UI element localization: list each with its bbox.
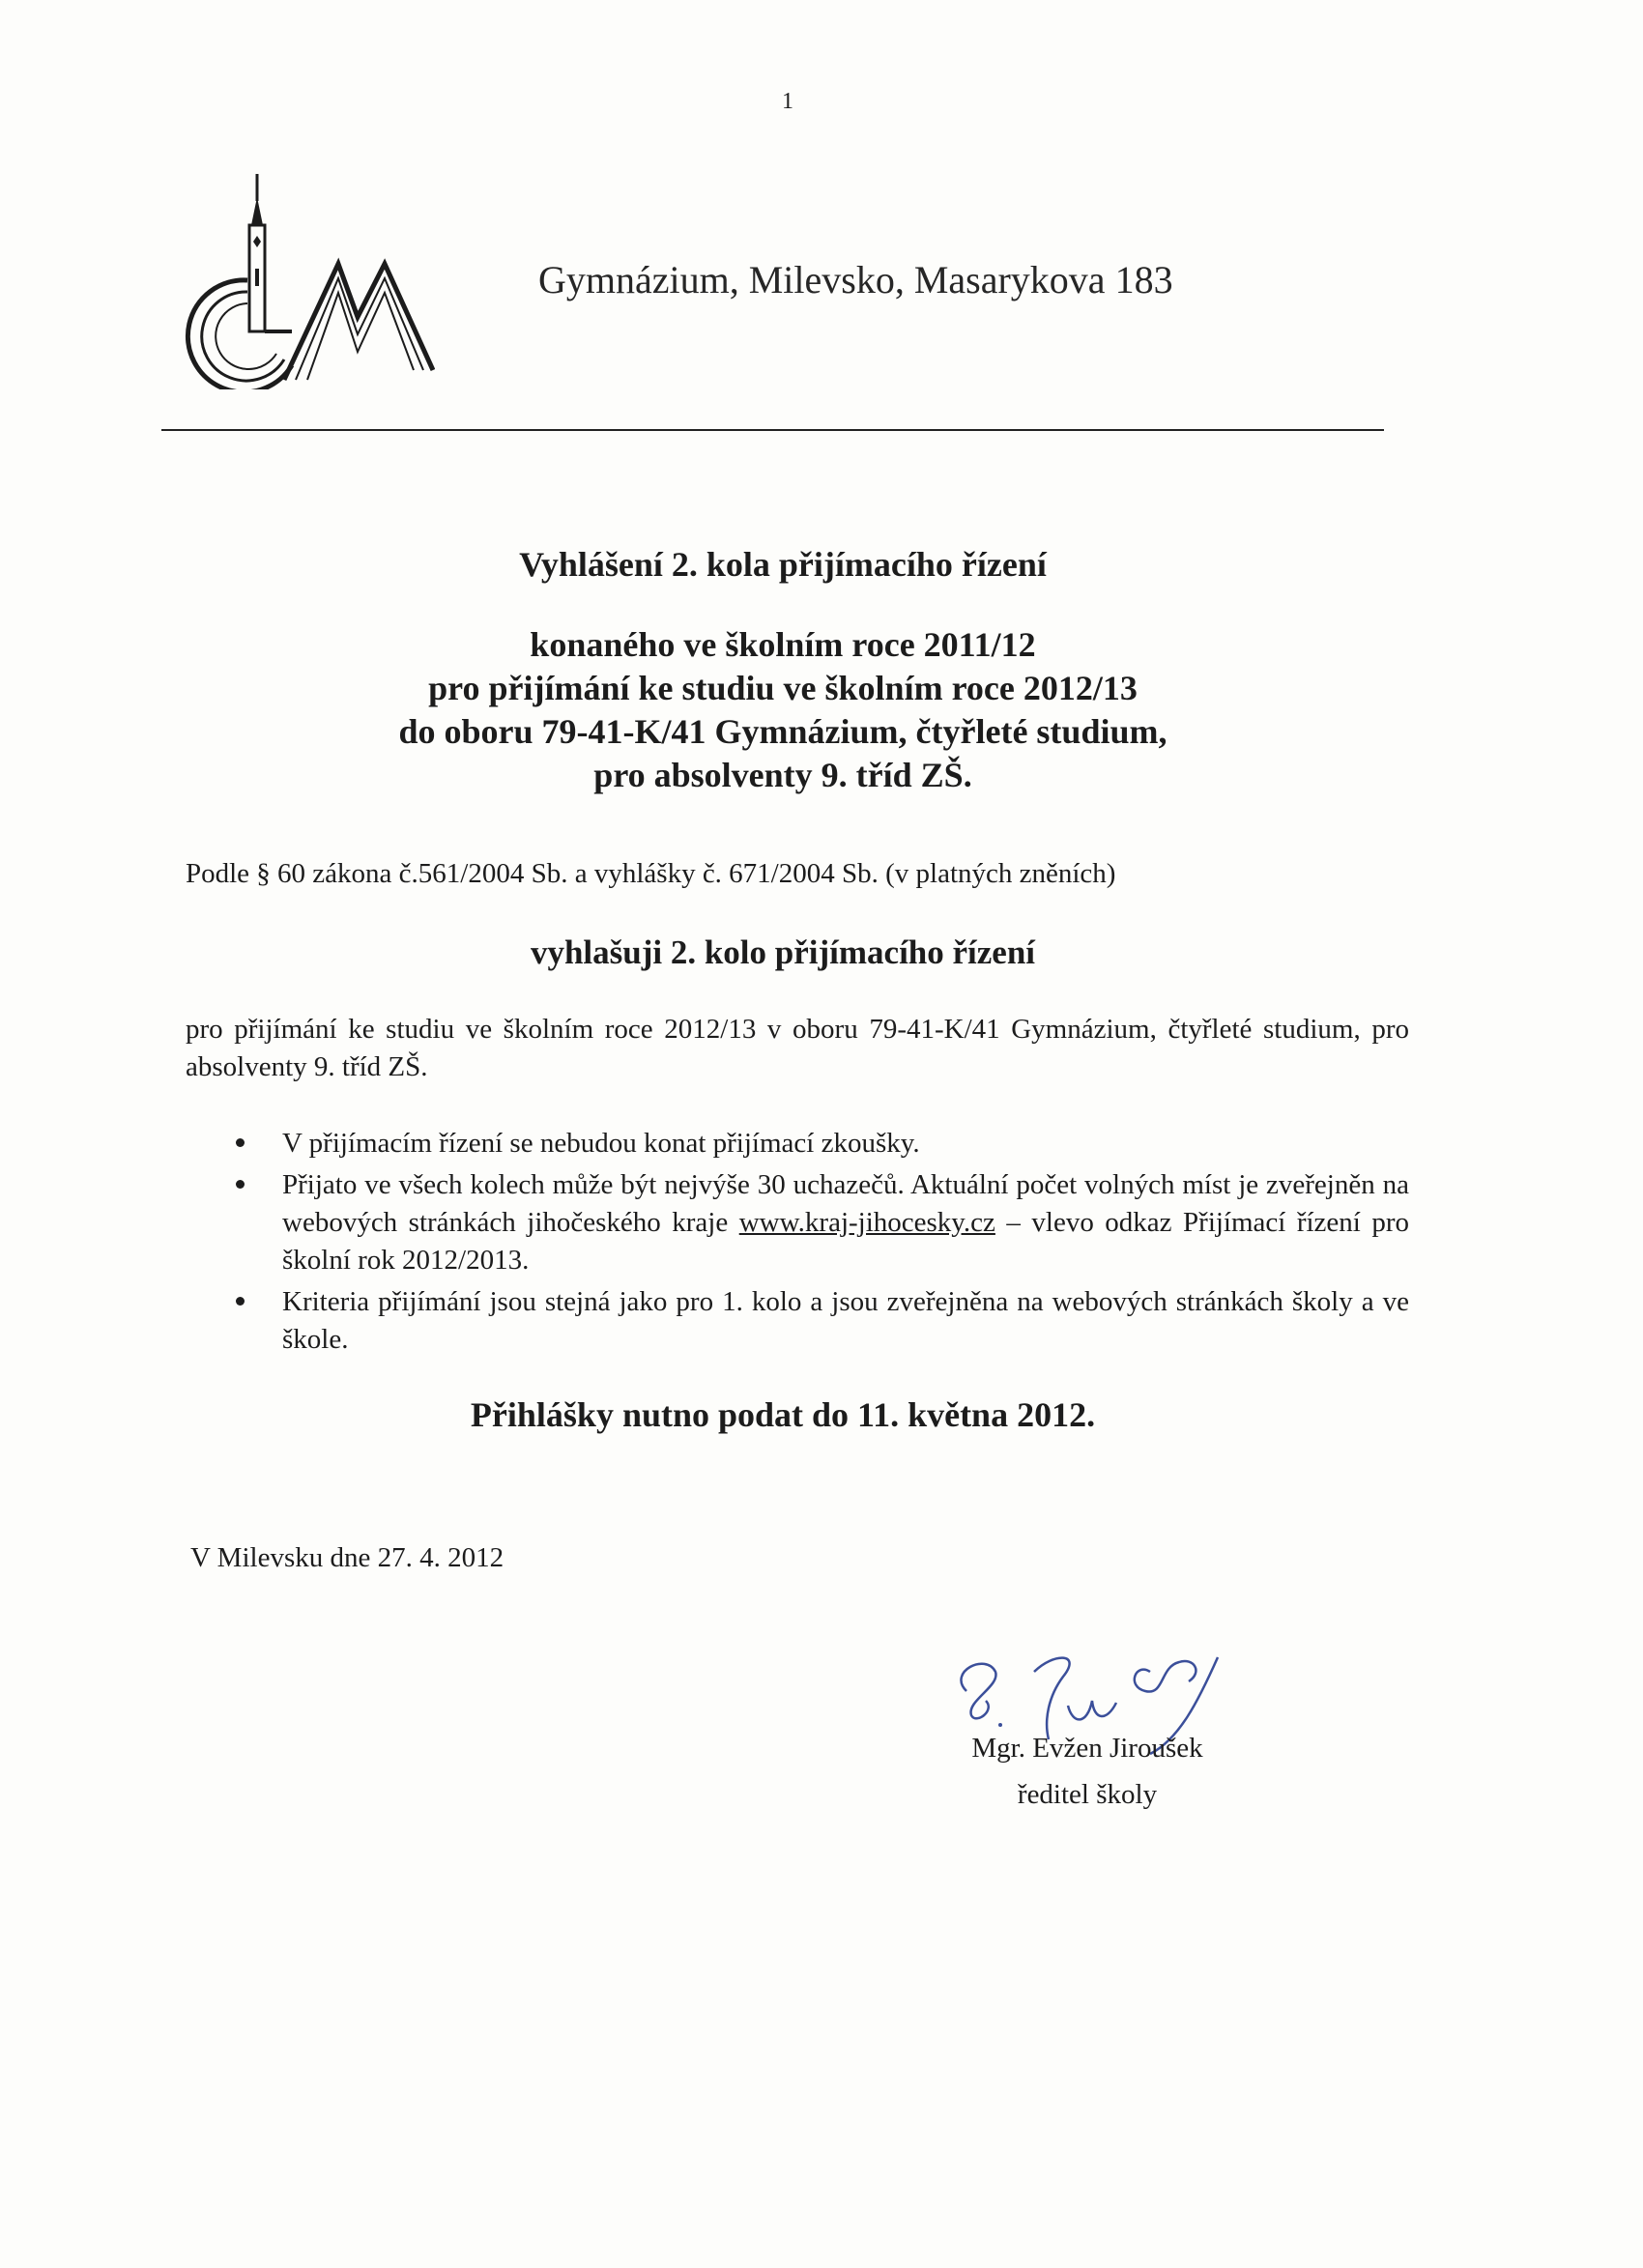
legal-basis: Podle § 60 zákona č.561/2004 Sb. a vyhlášky č. 671/2004 Sb. (v platných zněních)	[186, 858, 1116, 889]
signer-block	[899, 1725, 1276, 1818]
title-line: konaného ve školním roce 2011/12	[530, 625, 1036, 664]
intro-paragraph: pro přijímání ke studiu ve školním roce 2012/13 v oboru 79-41-K/41 Gymnázium, čtyřleté studium, pro absolventy 9. tříd ZŠ.	[186, 1014, 1409, 1082]
declaration-heading: vyhlašuji 2. kolo přijímacího řízení	[530, 933, 1036, 971]
title-line: do oboru 79-41-K/41 Gymnázium, čtyřleté studium,	[398, 712, 1167, 751]
list-item-text: – vlevo odkaz Přijímací řízení pro školní rok 2012/2013.	[282, 1207, 1409, 1276]
bullet-icon	[236, 1180, 245, 1189]
application-deadline: Přihlášky nutno podat do 11. května 2012.	[470, 1395, 1096, 1434]
list-item	[186, 1125, 1409, 1163]
bullet-icon	[236, 1138, 245, 1147]
signer-name: Mgr. Evžen Jiroušek	[971, 1733, 1203, 1764]
conditions-list	[186, 1125, 1409, 1363]
school-name: Gymnázium, Milevsko, Masarykova 183	[538, 258, 1173, 301]
place-and-date: V Milevsku dne 27. 4. 2012	[190, 1542, 504, 1573]
announcement-title	[164, 543, 1401, 797]
list-item-text: V přijímacím řízení se nebudou konat přijímací zkoušky.	[282, 1128, 920, 1159]
header-divider	[161, 429, 1384, 431]
title-line: pro přijímání ke studiu ve školním roce 2012/13	[428, 669, 1138, 707]
bullet-icon	[236, 1297, 245, 1306]
list-item-text: Přijato ve všech kolech může být nejvýše 30 uchazečů. Aktuální počet volných míst je zveřejněn na webových stránkách jihočeského kraje	[282, 1169, 1409, 1238]
signer-role: ředitel školy	[1017, 1779, 1158, 1810]
page-number: 1	[782, 89, 793, 114]
gm-church-logo-icon	[184, 172, 435, 389]
list-item	[186, 1166, 1409, 1279]
list-item	[186, 1283, 1409, 1359]
title-line: pro absolventy 9. tříd ZŠ.	[593, 756, 972, 794]
title-line: Vyhlášení 2. kola přijímacího řízení	[519, 545, 1047, 584]
list-item-text: Kriteria přijímání jsou stejná jako pro 1. kolo a jsou zveřejněna na webových stránkách školy a ve škole.	[282, 1286, 1409, 1355]
region-website-link[interactable]: www.kraj-jihocesky.cz	[738, 1207, 995, 1238]
